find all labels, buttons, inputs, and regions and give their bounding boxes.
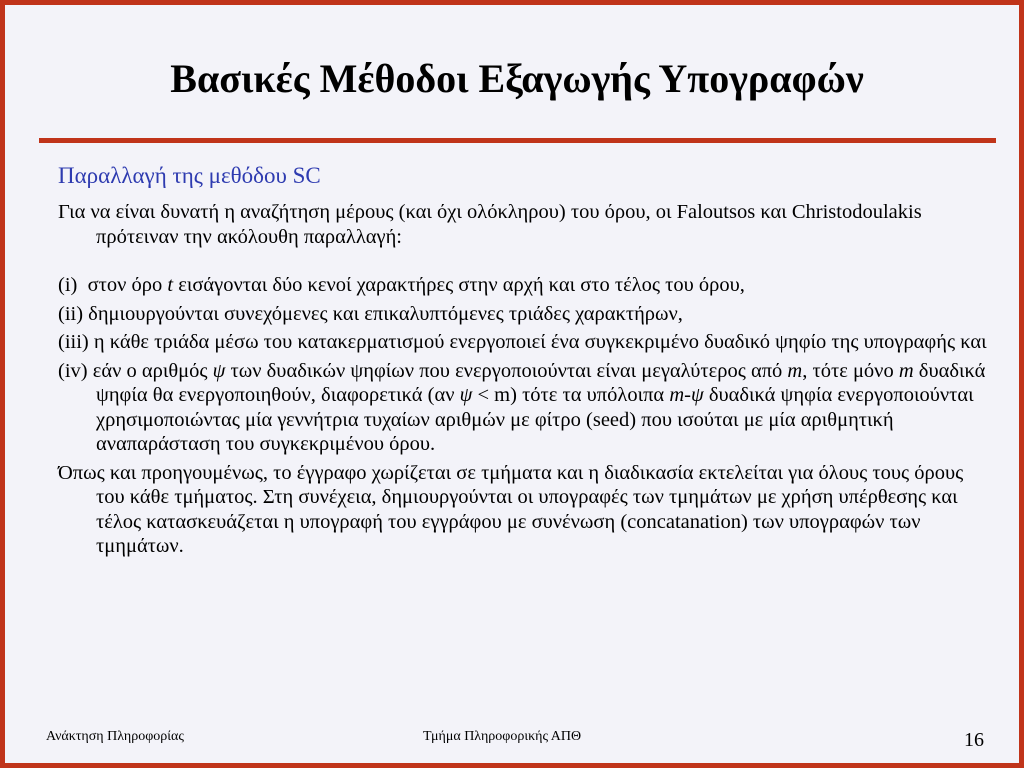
list-item-i bbox=[58, 273, 993, 298]
item-marker: (iv) bbox=[58, 359, 88, 382]
term-t: t bbox=[167, 274, 174, 296]
item-text: δυαδικά ψηφία θα ενεργοποιηθούν, διαφορετικά (αν bbox=[96, 359, 986, 406]
item-text: δημιουργούνται συνεχόμενες και επικαλυπτόμενες τριάδες χαρακτήρων, bbox=[88, 302, 683, 325]
footer-department: Τμήμα Πληροφορικής ΑΠΘ bbox=[423, 729, 582, 744]
list-item-ii bbox=[58, 302, 993, 327]
item-text: στον όρο bbox=[87, 274, 168, 296]
item-marker: (iii) bbox=[58, 331, 89, 353]
item-marker: (ii) bbox=[58, 302, 84, 325]
item-text: , τότε μόνο bbox=[802, 359, 899, 382]
item-text: εάν ο αριθμός bbox=[92, 359, 213, 382]
symbol-m-minus-psi: m-ψ bbox=[669, 384, 704, 406]
item-text: η κάθε τριάδα μέσω του κατακερματισμού ενεργοποιεί ένα συγκεκριμένο δυαδικό ψηφίο της υπογραφής και bbox=[93, 331, 987, 353]
item-text: εισάγονται δύο κενοί χαρακτήρες στην αρχή και στο τέλος του όρου, bbox=[173, 274, 745, 296]
symbol-psi: ψ bbox=[212, 359, 226, 382]
slide-body bbox=[58, 200, 993, 559]
item-text: < m) τότε τα υπόλοιπα bbox=[472, 384, 670, 406]
symbol-psi: ψ bbox=[459, 384, 473, 406]
intro-paragraph: Για να είναι δυνατή η αναζήτηση μέρους (και όχι ολόκληρου) του όρου, οι Faloutsos και Christodoulakis πρότειναν την ακόλουθη παραλλαγή: bbox=[58, 201, 922, 248]
symbol-m: m bbox=[787, 359, 803, 382]
symbol-m: m bbox=[898, 359, 914, 382]
footer-course: Ανάκτηση Πληροφορίας bbox=[46, 729, 184, 744]
page-number: 16 bbox=[964, 729, 984, 751]
title-divider bbox=[39, 138, 996, 143]
closing-paragraph: Όπως και προηγουμένως, το έγγραφο χωρίζεται σε τμήματα και η διαδικασία εκτελείται για όλους τους όρους του κάθε τμήματος. Στη συνέχεια, δημιουργούνται οι υπογραφές των τμημάτων με χρήση υπέρθεσης και τέλος κατασκευάζεται η υπογραφή του εγγράφου με συνένωση (concatanation) των υπογραφών των τμημάτων. bbox=[58, 461, 964, 557]
slide-title: Βασικές Μέθοδοι Εξαγωγής Υπογραφών bbox=[170, 56, 864, 101]
item-text: των δυαδικών ψηφίων που ενεργοποιούνται είναι μεγαλύτερος από bbox=[225, 359, 788, 382]
item-marker: (i) bbox=[58, 274, 78, 296]
list-item-iii bbox=[58, 330, 993, 355]
slide-subtitle: Παραλλαγή της μεθόδου SC bbox=[58, 163, 321, 188]
item-text: δυαδικά ψηφία ενεργοποιούνται χρησιμοποιώντας μία γεννήτρια τυχαίων αριθμών με φίτρο (seed) που ισούται με μία αριθμητική αναπαράσταση του συγκεκριμένου όρου. bbox=[96, 384, 974, 455]
list-item-iv bbox=[58, 359, 993, 457]
